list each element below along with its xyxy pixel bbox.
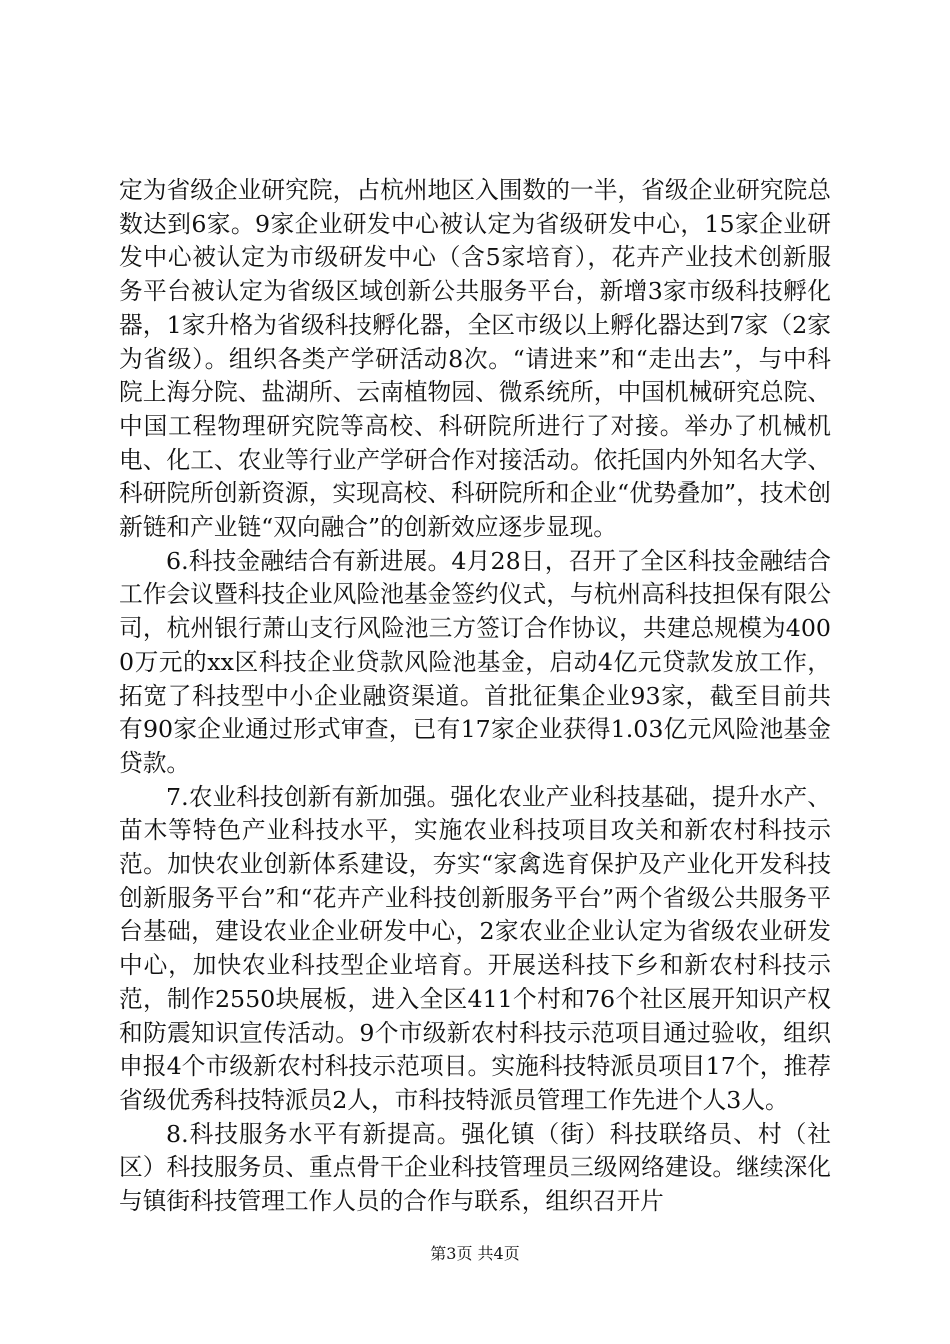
page-number-footer: 第3页 共4页 xyxy=(430,1244,520,1263)
document-body xyxy=(119,174,831,1219)
paragraph-continuation: 定为省级企业研究院，占杭州地区入围数的一半，省级企业研究院总数达到6家。9家企业研发中心被认定为省级研发中心，15家企业研发中心被认定为市级研发中心（含5家培育），花卉产业技术创新服务平台被认定为省级区域创新公共服务平台，新增3家市级科技孵化器，1家升格为省级科技孵化器，全区市级以上孵化器达到7家（2家为省级）。组织各类产学研活动8次。“请进来”和“走出去”，与中科院上海分院、盐湖所、云南植物园、微系统所，中国机械研究总院、中国工程物理研究院等高校、科研院所进行了对接。举办了机械机电、化工、农业等行业产学研合作对接活动。依托国内外知名大学、科研院所创新资源，实现高校、科研院所和企业“优势叠加”，技术创新链和产业链“双向融合”的创新效应逐步显现。 xyxy=(119,176,831,542)
paragraph-item-7: 7.农业科技创新有新加强。强化农业产业科技基础，提升水产、苗木等特色产业科技水平，实施农业科技项目攻关和新农村科技示范。加快农业创新体系建设，夯实“家禽选育保护及产业化开发科技创新服务平台”和“花卉产业科技创新服务平台”两个省级公共服务平台基础，建设农业企业研发中心，2家农业企业认定为省级农业研发中心，加快农业科技型企业培育。开展送科技下乡和新农村科技示范，制作2550块展板，进入全区411个村和76个社区展开知识产权和防震知识宣传活动。9个市级新农村科技示范项目通过验收，组织申报4个市级新农村科技示范项目。实施科技特派员项目17个，推荐省级优秀科技特派员2人，市科技特派员管理工作先进个人3人。 xyxy=(119,782,831,1114)
paragraph-item-6: 6.科技金融结合有新进展。4月28日，召开了全区科技金融结合工作会议暨科技企业风险池基金签约仪式，与杭州高科技担保有限公司，杭州银行萧山支行风险池三方签订合作协议，共建总规模为4000万元的xx区科技企业贷款风险池基金，启动4亿元贷款发放工作，拓宽了科技型中小企业融资渠道。首批征集企业93家，截至目前共有90家企业通过形式审查，已有17家企业获得1.03亿元风险池基金贷款。 xyxy=(119,546,831,777)
paragraph-item-8: 8.科技服务水平有新提高。强化镇（街）科技联络员、村（社区）科技服务员、重点骨干企业科技管理员三级网络建设。继续深化与镇街科技管理工作人员的合作与联系，组织召开片 xyxy=(119,1119,831,1216)
